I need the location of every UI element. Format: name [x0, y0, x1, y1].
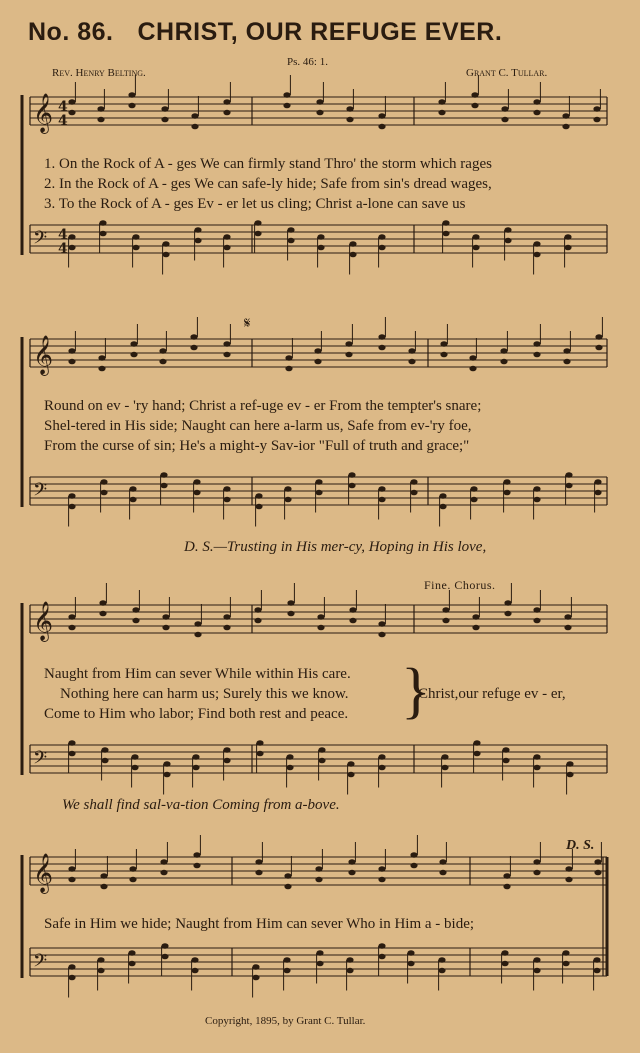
note-head [470, 486, 477, 492]
note-head [254, 220, 261, 226]
bass-clef: 𝄢 [33, 228, 48, 253]
note-head [97, 968, 104, 974]
note-head [68, 740, 75, 746]
note-head [410, 490, 417, 496]
note-head [285, 366, 292, 372]
note-head [346, 117, 353, 123]
note-head [98, 355, 105, 361]
note-head [533, 957, 540, 963]
note-head [502, 747, 509, 753]
note-head [472, 234, 479, 240]
note-head [565, 483, 572, 489]
note-head [438, 110, 445, 116]
note-head [593, 968, 600, 974]
note-head [533, 859, 540, 865]
note-head [190, 345, 197, 351]
note-head [533, 497, 540, 503]
verse-2-line-3: Nothing here can harm us; Surely this we know. [60, 686, 349, 702]
note-head [562, 113, 569, 119]
note-head [132, 234, 139, 240]
verse-2-line-2: Shel-tered in His side; Naught can here a-larm us, Safe from ev-'ry foe, [44, 418, 472, 434]
note-head [129, 497, 136, 503]
note-head [68, 359, 75, 365]
note-head [101, 758, 108, 764]
note-head [193, 479, 200, 485]
note-head [68, 245, 75, 251]
note-head [504, 600, 511, 606]
ds-marking: D. S. [566, 838, 595, 853]
bass-clef: 𝄢 [33, 480, 48, 505]
note-head [472, 614, 479, 620]
note-head [255, 493, 262, 499]
verse-1-line-3: Naught from Him can sever While within His care. [44, 666, 351, 682]
note-head [566, 761, 573, 767]
note-head [595, 345, 602, 351]
note-head [593, 957, 600, 963]
note-head [68, 625, 75, 631]
note-head [316, 950, 323, 956]
fine-chorus-marking: Fine. Chorus. [424, 578, 496, 592]
note-head [346, 957, 353, 963]
note-head [533, 870, 540, 876]
note-head [223, 245, 230, 251]
note-head [503, 873, 510, 879]
note-head [378, 754, 385, 760]
note-head [562, 124, 569, 130]
note-head [68, 975, 75, 981]
note-head [346, 106, 353, 112]
verse-1-line-2: Round on ev - 'ry hand; Christ a ref-uge ev - er From the tempter's snare; [44, 398, 482, 414]
note-head [533, 618, 540, 624]
note-head [223, 352, 230, 358]
note-head [533, 341, 540, 347]
note-head [500, 359, 507, 365]
chorus-lyric: Christ,our refuge ev - er, [418, 686, 566, 702]
note-head [378, 621, 385, 627]
verse-3-line-1: 3. To the Rock of A - ges Ev - er let us cling; Christ a-lone can save us [44, 196, 466, 212]
note-head [533, 968, 540, 974]
note-head [440, 341, 447, 347]
note-head [564, 234, 571, 240]
note-head [287, 238, 294, 244]
note-head [438, 99, 445, 105]
note-head [128, 103, 135, 109]
note-head [471, 103, 478, 109]
note-head [100, 884, 107, 890]
note-head [533, 110, 540, 116]
note-head [407, 961, 414, 967]
note-head [283, 968, 290, 974]
note-head [470, 497, 477, 503]
note-head [223, 497, 230, 503]
note-head [349, 618, 356, 624]
note-head [68, 348, 75, 354]
note-head [501, 950, 508, 956]
note-head [473, 740, 480, 746]
time-signature: 4 [58, 113, 68, 129]
note-head [160, 483, 167, 489]
note-head [439, 870, 446, 876]
note-head [68, 504, 75, 510]
note-head [193, 852, 200, 858]
note-head [533, 486, 540, 492]
note-head [162, 614, 169, 620]
note-head [566, 772, 573, 778]
note-head [190, 334, 197, 340]
note-head [442, 231, 449, 237]
note-head [100, 479, 107, 485]
note-head [593, 106, 600, 112]
note-head [378, 943, 385, 949]
note-head [99, 231, 106, 237]
note-head [316, 110, 323, 116]
time-signature: 4 [58, 99, 68, 115]
note-head [68, 751, 75, 757]
note-head [255, 504, 262, 510]
note-head [254, 231, 261, 237]
note-head [407, 950, 414, 956]
note-head [132, 618, 139, 624]
note-head [99, 611, 106, 617]
note-head [286, 754, 293, 760]
note-head [533, 241, 540, 247]
note-head [129, 866, 136, 872]
note-head [442, 607, 449, 613]
note-head [348, 870, 355, 876]
note-head [503, 479, 510, 485]
note-head [440, 352, 447, 358]
note-head [503, 884, 510, 890]
note-head [283, 103, 290, 109]
note-head [68, 234, 75, 240]
note-head [500, 348, 507, 354]
scripture-reference: Ps. 46: 1. [287, 56, 328, 68]
note-head [472, 625, 479, 631]
note-head [378, 632, 385, 638]
note-head [191, 113, 198, 119]
note-head [438, 968, 445, 974]
note-head [223, 341, 230, 347]
note-head [378, 245, 385, 251]
note-head [348, 483, 355, 489]
bass-clef: 𝄢 [33, 951, 48, 976]
verse-brace: } [401, 657, 431, 725]
note-head [223, 234, 230, 240]
note-head [97, 957, 104, 963]
note-head [130, 352, 137, 358]
note-head [316, 99, 323, 105]
note-head [346, 968, 353, 974]
note-head [595, 334, 602, 340]
note-head [378, 497, 385, 503]
note-head [378, 124, 385, 130]
note-head [68, 866, 75, 872]
note-head [565, 472, 572, 478]
note-head [378, 234, 385, 240]
note-head [160, 472, 167, 478]
note-head [469, 355, 476, 361]
note-head [256, 740, 263, 746]
note-head [317, 245, 324, 251]
note-head [533, 607, 540, 613]
note-head [223, 758, 230, 764]
note-head [132, 607, 139, 613]
note-head [504, 238, 511, 244]
note-head [223, 625, 230, 631]
ds-lyric-1: D. S.—Trusting in His mer-cy, Hoping in His love, [184, 539, 487, 555]
verse-3-line-2: From the curse of sin; He's a might-y Sav-ior "Full of truth and grace;" [44, 438, 470, 454]
note-head [563, 348, 570, 354]
note-head [594, 479, 601, 485]
note-head [408, 359, 415, 365]
note-head [315, 877, 322, 883]
copyright-notice: Copyright, 1895, by Grant C. Tullar. [205, 1015, 366, 1027]
note-head [594, 859, 601, 865]
note-head [378, 345, 385, 351]
note-head [315, 866, 322, 872]
note-head [68, 99, 75, 105]
note-head [223, 99, 230, 105]
bass-clef: 𝄢 [33, 748, 48, 773]
note-head [502, 758, 509, 764]
note-head [283, 92, 290, 98]
note-head [439, 859, 446, 865]
note-head [191, 124, 198, 130]
note-head [471, 92, 478, 98]
note-head [349, 252, 356, 258]
note-head [128, 961, 135, 967]
note-head [504, 611, 511, 617]
treble-clef: 𝄞 [33, 93, 54, 133]
note-head [68, 493, 75, 499]
note-head [441, 754, 448, 760]
note-head [284, 873, 291, 879]
note-head [347, 772, 354, 778]
note-head [533, 252, 540, 258]
note-head [345, 341, 352, 347]
note-head [99, 600, 106, 606]
note-head [378, 877, 385, 883]
note-head [162, 241, 169, 247]
note-head [132, 245, 139, 251]
note-head [378, 486, 385, 492]
note-head [194, 238, 201, 244]
note-head [439, 504, 446, 510]
note-head [98, 366, 105, 372]
note-head [284, 884, 291, 890]
note-head [349, 241, 356, 247]
author-credit: Rev. Henry Belting. [52, 67, 146, 79]
note-head [410, 863, 417, 869]
note-head [68, 614, 75, 620]
note-head [348, 859, 355, 865]
note-head [162, 625, 169, 631]
ds-lyric-2: We shall find sal-va-tion Coming from a-bove. [62, 797, 340, 813]
note-head [159, 348, 166, 354]
note-head [378, 113, 385, 119]
note-head [564, 625, 571, 631]
note-head [594, 490, 601, 496]
note-head [68, 877, 75, 883]
note-head [223, 747, 230, 753]
note-head [533, 352, 540, 358]
note-head [193, 490, 200, 496]
note-head [345, 352, 352, 358]
note-head [161, 117, 168, 123]
note-head [349, 607, 356, 613]
note-head [194, 632, 201, 638]
note-head [68, 110, 75, 116]
note-head [441, 765, 448, 771]
note-head [161, 106, 168, 112]
note-head [501, 106, 508, 112]
note-head [101, 747, 108, 753]
note-head [252, 975, 259, 981]
note-head [562, 961, 569, 967]
note-head [378, 334, 385, 340]
treble-clef: 𝄞 [33, 853, 54, 893]
note-head [194, 227, 201, 233]
note-head [284, 486, 291, 492]
time-signature: 4 [58, 227, 68, 243]
hymn-title-text: CHRIST, OUR REFUGE EVER. [137, 18, 503, 46]
note-head [252, 964, 259, 970]
segno-sign: 𝄋 [244, 316, 251, 332]
note-head [318, 747, 325, 753]
note-head [287, 600, 294, 606]
note-head [469, 366, 476, 372]
note-head [565, 866, 572, 872]
note-head [563, 359, 570, 365]
note-head [565, 877, 572, 883]
note-head [314, 359, 321, 365]
note-head [501, 961, 508, 967]
note-head [162, 252, 169, 258]
note-head [161, 954, 168, 960]
note-head [501, 117, 508, 123]
note-head [442, 618, 449, 624]
note-head [191, 968, 198, 974]
note-head [378, 954, 385, 960]
note-head [410, 479, 417, 485]
treble-clef: 𝄞 [33, 335, 54, 375]
note-head [472, 245, 479, 251]
note-head [255, 859, 262, 865]
note-head [562, 950, 569, 956]
note-head [439, 493, 446, 499]
note-head [348, 472, 355, 478]
note-head [503, 490, 510, 496]
note-head [318, 758, 325, 764]
note-head [223, 486, 230, 492]
note-head [129, 486, 136, 492]
note-head [192, 754, 199, 760]
note-head [315, 490, 322, 496]
note-head [317, 614, 324, 620]
note-head [161, 943, 168, 949]
note-head [223, 614, 230, 620]
note-head [99, 220, 106, 226]
note-head [192, 765, 199, 771]
note-head [287, 227, 294, 233]
note-head [100, 490, 107, 496]
note-head [315, 479, 322, 485]
note-head [159, 359, 166, 365]
note-head [163, 772, 170, 778]
verse-3-line-3: Come to Him who labor; Find both rest and peace. [44, 706, 349, 722]
note-head [131, 754, 138, 760]
verse-1-line-1: 1. On the Rock of A - ges We can firmly stand Thro' the storm which rages [44, 156, 492, 172]
note-head [97, 117, 104, 123]
note-head [287, 611, 294, 617]
note-head [564, 245, 571, 251]
treble-clef: 𝄞 [33, 601, 54, 641]
note-head [347, 761, 354, 767]
note-head [533, 765, 540, 771]
note-head [283, 957, 290, 963]
note-head [317, 625, 324, 631]
note-head [533, 99, 540, 105]
note-head [128, 950, 135, 956]
composer-credit: Grant C. Tullar. [466, 67, 548, 79]
note-head [160, 859, 167, 865]
note-head [317, 234, 324, 240]
note-head [129, 877, 136, 883]
note-head [438, 957, 445, 963]
note-head [284, 497, 291, 503]
note-head [128, 92, 135, 98]
note-head [316, 961, 323, 967]
note-head [254, 618, 261, 624]
note-head [408, 348, 415, 354]
note-head [378, 866, 385, 872]
note-head [378, 765, 385, 771]
note-head [442, 220, 449, 226]
note-head [131, 765, 138, 771]
note-head [564, 614, 571, 620]
note-head [255, 870, 262, 876]
hymn-number: No. 86. [28, 18, 114, 46]
note-head [163, 761, 170, 767]
note-head [160, 870, 167, 876]
note-head [473, 751, 480, 757]
note-head [285, 355, 292, 361]
note-head [68, 964, 75, 970]
note-head [97, 106, 104, 112]
note-head [130, 341, 137, 347]
note-head [504, 227, 511, 233]
note-head [223, 110, 230, 116]
note-head [533, 754, 540, 760]
note-head [286, 765, 293, 771]
note-head [194, 621, 201, 627]
note-head [410, 852, 417, 858]
chorus-lyric-2: Safe in Him we hide; Naught from Him can sever Who in Him a - bide; [44, 916, 475, 932]
note-head [254, 607, 261, 613]
note-head [314, 348, 321, 354]
note-head [193, 863, 200, 869]
note-head [593, 117, 600, 123]
note-head [594, 870, 601, 876]
note-head [256, 751, 263, 757]
note-head [191, 957, 198, 963]
verse-2-line-1: 2. In the Rock of A - ges We can safe-ly hide; Safe from sin's dread wages, [44, 176, 492, 192]
note-head [100, 873, 107, 879]
time-signature: 4 [58, 241, 68, 257]
